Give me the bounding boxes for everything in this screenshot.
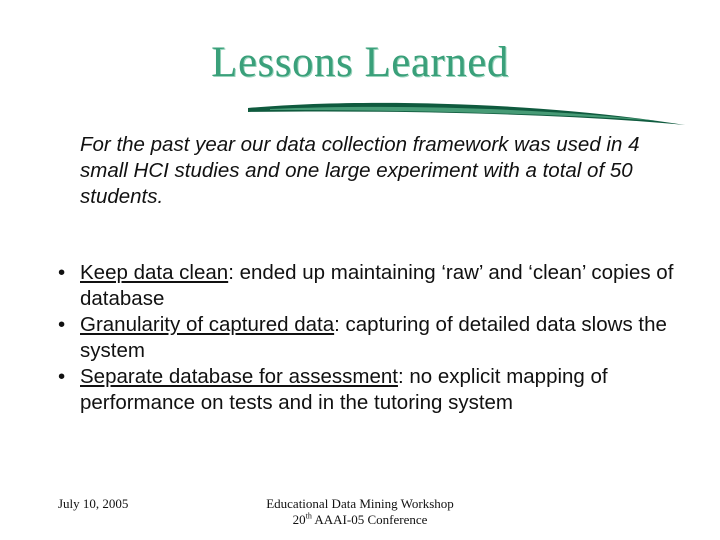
bullet-text: : capturing of detailed data slows the system [80,313,667,362]
intro-paragraph: For the past year our data collection framework was used in 4 small HCI studies and one large experiment with a total of 50 students. [80,133,640,208]
footer-conference-suffix: th [305,511,312,521]
footer-conference-number: 20 [292,512,306,527]
bullet-marker: • [58,365,66,388]
footer-conference-name: AAAI-05 Conference [311,512,428,527]
footer-workshop: Educational Data Mining Workshop [266,496,454,511]
footer-conference [210,512,510,528]
footer-event [210,496,510,528]
title-underline-swoosh [240,100,690,130]
footer-date: July 10, 2005 [58,496,129,511]
swoosh-highlight [270,107,660,121]
bullet-list [58,260,688,416]
bullet-text: : no explicit mapping of performance on tests and in the tutoring system [80,365,608,414]
bullet-marker: • [58,313,66,336]
bullet-term: Separate database for assessment [80,365,398,388]
bullet-item [58,312,688,364]
bullet-term: Granularity of captured data [80,313,335,336]
bullet-text: : ended up maintaining ‘raw’ and ‘clean’ copies of database [80,261,674,310]
slide-title: Lessons Learned [211,39,509,86]
bullet-term: Keep data clean [80,261,229,284]
bullet-item [58,364,688,416]
bullet-item [58,260,688,312]
swoosh-shape [248,103,685,125]
bullet-marker: • [58,261,66,284]
